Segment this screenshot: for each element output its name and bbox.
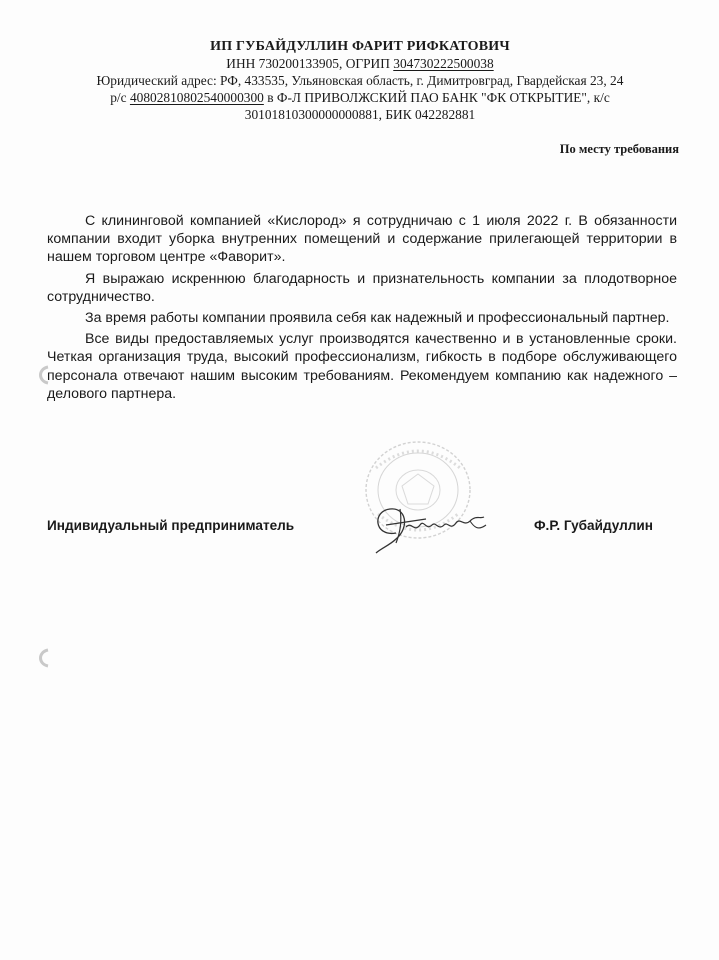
ogrip-number: 304730222500038 bbox=[393, 56, 494, 71]
inn-text: ИНН 730200133905, ОГРИП bbox=[226, 56, 394, 71]
letter-body bbox=[47, 212, 677, 406]
paragraph-2: Я выражаю искреннюю благодарность и признательность компании за плодотворное сотрудничество. bbox=[47, 270, 677, 305]
corr-bik-line: 30101810300000000881, БИК 042282881 bbox=[244, 107, 476, 122]
signature-icon bbox=[366, 497, 496, 557]
signatory-title: Индивидуальный предприниматель bbox=[47, 518, 295, 533]
paragraph-3: За время работы компании проявила себя как надежный и профессиональный партнер. bbox=[85, 310, 670, 327]
company-title: ИП ГУБАЙДУЛЛИН ФАРИТ РИФКАТОВИЧ bbox=[210, 39, 510, 54]
account-number: 40802810802540000300 bbox=[129, 90, 264, 105]
letterhead bbox=[40, 38, 680, 123]
punch-hole-icon bbox=[36, 365, 52, 385]
bank-name: в Ф-Л ПРИВОЛЖСКИЙ ПАО БАНК "ФК ОТКРЫТИЕ", к/с bbox=[263, 90, 610, 105]
account-line bbox=[40, 89, 680, 106]
inn-line bbox=[40, 55, 680, 72]
recipient-line: По месту требования bbox=[559, 142, 679, 156]
address-line: Юридический адрес: РФ, 433535, Ульяновская область, г. Димитровград, Гвардейская 23, 24 bbox=[96, 73, 624, 88]
signatory-name: Ф.Р. Губайдуллин bbox=[533, 518, 653, 533]
paragraph-1: С клининговой компанией «Кислород» я сотрудничаю с 1 июля 2022 г. В обязанности компании входит уборка внутренних помещений и содержание прилегающей территории в нашем торговом центре «Фаворит». bbox=[47, 213, 677, 266]
account-prefix: р/с bbox=[110, 90, 130, 105]
paragraph-4: Все виды предоставляемых услуг производятся качественно и в установленные сроки. Четкая организация труда, высокий профессионализм, гибкость в подборе обслуживающего персонала отвечают нашим высоким требованиям. Рекомендуем компанию как надежного – делового партнера. bbox=[47, 331, 677, 402]
punch-hole-icon bbox=[36, 648, 52, 668]
signature-row bbox=[47, 518, 677, 558]
